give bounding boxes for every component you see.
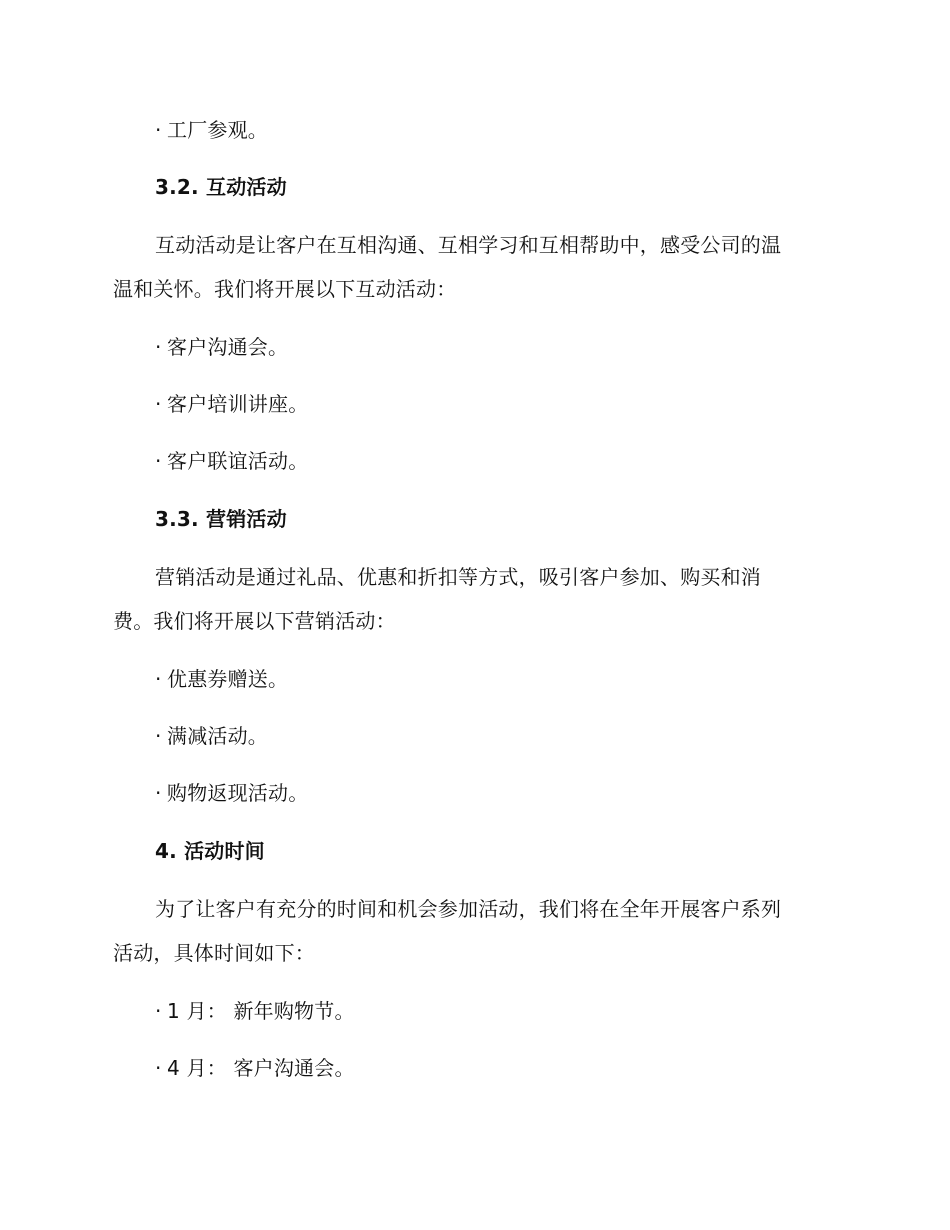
bullet-item	[155, 1055, 355, 1081]
bullet-item	[155, 448, 308, 474]
bullet-item	[155, 780, 308, 806]
bullet-text: 满减活动。	[167, 724, 268, 748]
bullet-dot: ·	[155, 781, 162, 805]
bullet-dot: ·	[155, 667, 162, 691]
paragraph-line: 营销活动是通过礼品、优惠和折扣等方式，吸引客户参加、购买和消	[155, 565, 761, 589]
bullet-dot: ·	[155, 118, 162, 142]
bullet-dot: ·	[155, 999, 162, 1023]
bullet-dot: ·	[155, 1056, 162, 1080]
bullet-item	[155, 117, 268, 143]
bullet-text: 客户沟通会。	[167, 335, 289, 359]
bullet-item	[155, 391, 308, 417]
bullet-dot: ·	[155, 392, 162, 416]
bullet-text: 客户培训讲座。	[167, 392, 309, 416]
bullet-item	[155, 666, 288, 692]
bullet-text: 客户联谊活动。	[167, 449, 309, 473]
bullet-text: 1 月： 新年购物节。	[167, 999, 355, 1023]
bullet-dot: ·	[155, 449, 162, 473]
paragraph-line: 为了让客户有充分的时间和机会参加活动，我们将在全年开展客户系列	[155, 897, 782, 921]
bullet-item	[155, 334, 288, 360]
paragraph-line: 温和关怀。我们将开展以下互动活动：	[113, 277, 457, 301]
section-heading: 3.2. 互动活动	[155, 175, 287, 199]
section-heading: 3.3. 营销活动	[155, 507, 287, 531]
bullet-item	[155, 998, 355, 1024]
bullet-text: 工厂参观。	[167, 118, 268, 142]
bullet-text: 4 月： 客户沟通会。	[167, 1056, 355, 1080]
paragraph-line: 互动活动是让客户在互相沟通、互相学习和互相帮助中，感受公司的温	[155, 233, 782, 257]
bullet-text: 优惠券赠送。	[167, 667, 289, 691]
section-heading: 4. 活动时间	[155, 839, 265, 863]
paragraph-line: 活动，具体时间如下：	[113, 941, 315, 965]
bullet-item	[155, 723, 268, 749]
paragraph-line: 费。我们将开展以下营销活动：	[113, 609, 396, 633]
bullet-dot: ·	[155, 335, 162, 359]
bullet-dot: ·	[155, 724, 162, 748]
bullet-text: 购物返现活动。	[167, 781, 309, 805]
